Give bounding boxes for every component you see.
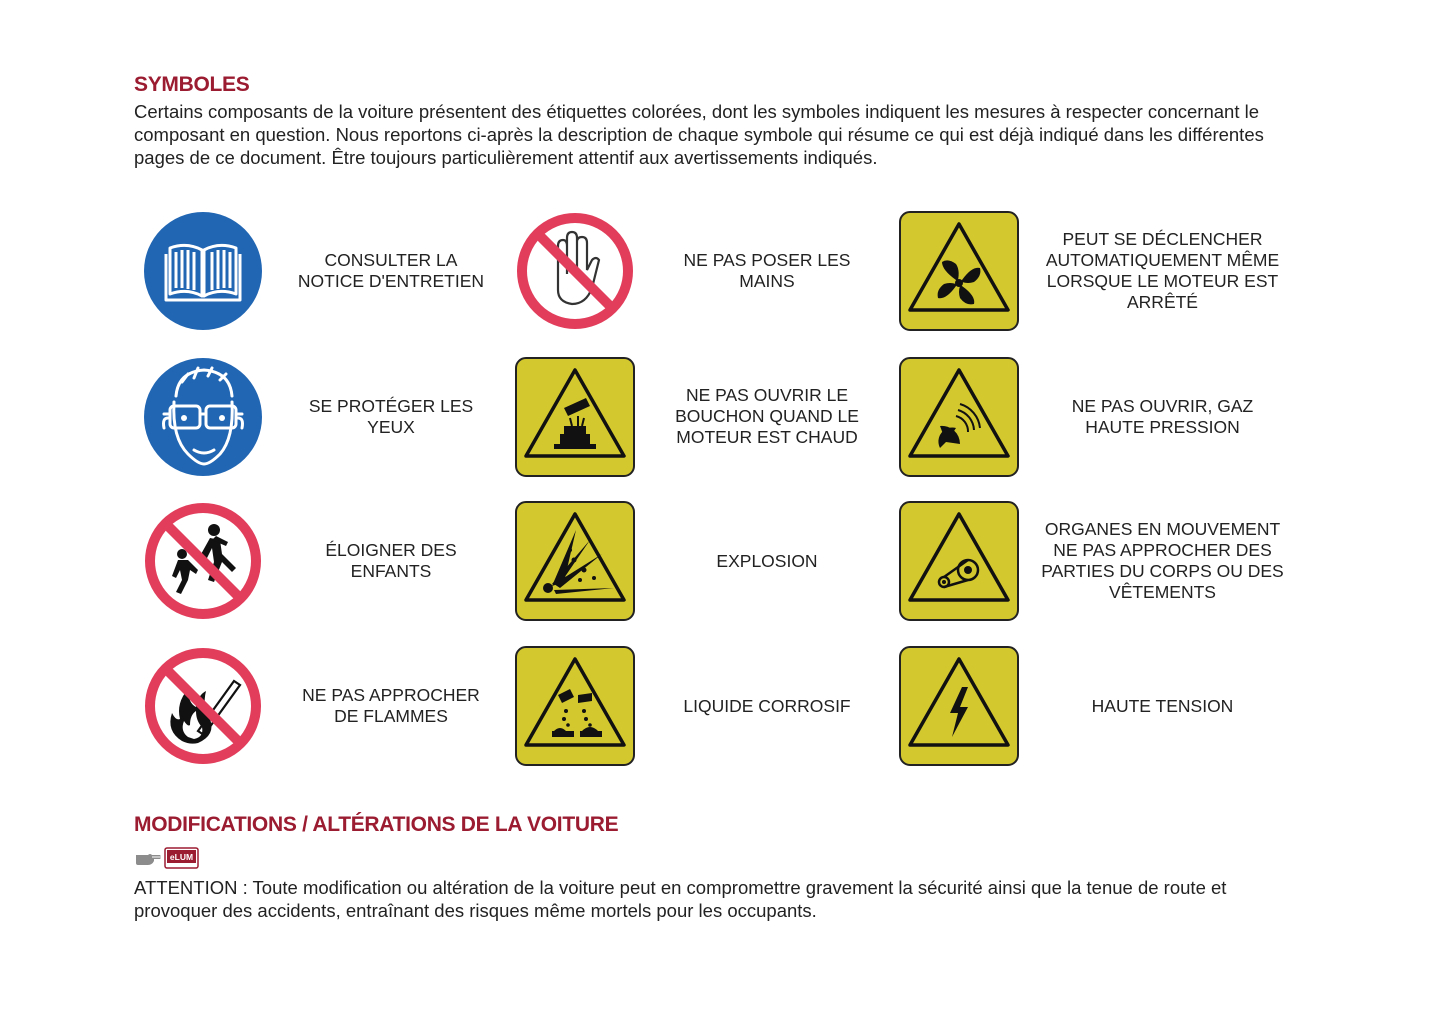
book-icon: [142, 210, 264, 332]
intro-paragraph: Certains composants de la voiture présentent des étiquettes colorées, dont les symboles indiquent les mesures à respecter concernant le composant en question. Nous reportons ci-après la description de chaque symbole qui résume ce qui est déjà indiqué dans les différentes pages de ce document. Être toujours particulièrement attentif aux avertissements indiqués.: [134, 101, 1264, 168]
eye-protection-icon: [142, 356, 264, 478]
symbol-label-mains: [672, 232, 862, 310]
symbol-label-organes: [1040, 512, 1285, 610]
symbol-label-explosion: [672, 522, 862, 600]
symbol-label-text: SE PROTÉGER LES YEUX: [308, 396, 474, 437]
symbol-label-text: NE PAS OUVRIR LE BOUCHON QUAND LE MOTEUR EST CHAUD: [675, 384, 859, 447]
symbol-label-text: EXPLOSION: [716, 550, 818, 571]
symbol-label-text: PEUT SE DÉCLENCHER AUTOMATIQUEMENT MÊME LORSQUE LE MOTEUR EST ARRÊTÉ: [1045, 229, 1280, 312]
moving-parts-warning-icon: [898, 500, 1020, 622]
no-flames-icon: [142, 645, 264, 767]
symbol-label-gaz: [1040, 378, 1285, 456]
pointing-hand-icon: [136, 854, 162, 865]
symbol-label-flammes: [296, 667, 486, 745]
symbol-label-corrosif: [672, 667, 862, 745]
hot-cap-warning-icon: [514, 356, 636, 478]
symbol-label-text: LIQUIDE CORROSIF: [683, 695, 851, 716]
symbol-label-consulter: [296, 232, 486, 310]
symbol-label-text: ORGANES EN MOUVEMENT NE PAS APPROCHER DES PARTIES DU CORPS OU DES VÊTEMENTS: [1041, 519, 1284, 602]
elum-label: eLUM: [169, 852, 194, 862]
symbol-label-text: CONSULTER LA NOTICE D'ENTRETIEN: [297, 250, 485, 291]
symbol-label-text: NE PAS POSER LES MAINS: [683, 250, 851, 291]
symbol-label-text: HAUTE TENSION: [1091, 695, 1234, 716]
section-title-symboles: SYMBOLES: [134, 73, 250, 96]
elum-reference-badge: [134, 847, 200, 869]
symbol-label-text: NE PAS OUVRIR, GAZ HAUTE PRESSION: [1071, 396, 1254, 437]
symbol-label-tension: [1040, 667, 1285, 745]
section-title-modifications: MODIFICATIONS / ALTÉRATIONS DE LA VOITURE: [134, 813, 619, 836]
symbol-label-text: ÉLOIGNER DES ENFANTS: [325, 540, 457, 581]
pressure-warning-icon: [898, 356, 1020, 478]
symbol-label-declencher: [1040, 222, 1285, 320]
symbol-label-enfants: [296, 522, 486, 600]
high-voltage-warning-icon: [898, 645, 1020, 767]
no-children-icon: [142, 500, 264, 622]
symbol-label-yeux: [296, 378, 486, 456]
symbol-label-text: NE PAS APPROCHER DE FLAMMES: [302, 685, 480, 726]
symbol-label-bouchon: [672, 372, 862, 460]
warning-paragraph: ATTENTION : Toute modification ou altération de la voiture peut en compromettre gravement la sécurité ainsi que la tenue de route et provoquer des accidents, entraînant des risques même mortels pour les occupants.: [134, 877, 1227, 921]
corrosive-warning-icon: [514, 645, 636, 767]
no-hands-icon: [514, 210, 636, 332]
fan-warning-icon: [898, 210, 1020, 332]
explosion-warning-icon: [514, 500, 636, 622]
